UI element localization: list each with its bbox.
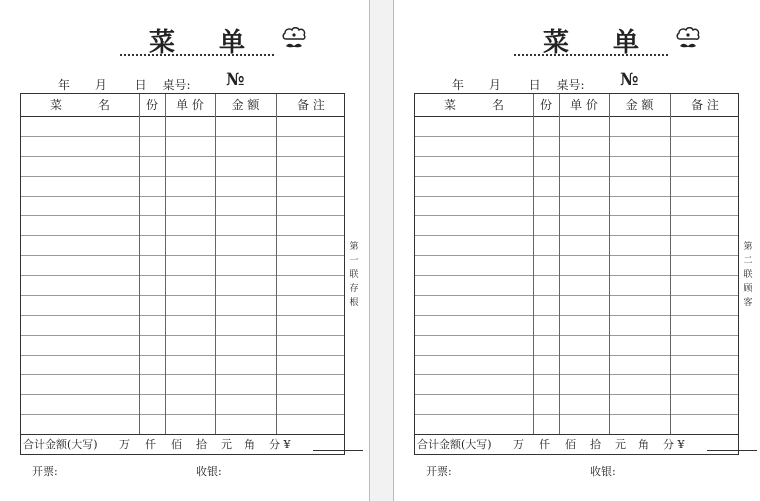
- title-char: 菜: [148, 28, 175, 58]
- col-header-dish: 菜 名: [49, 98, 110, 112]
- year-label: 年: [58, 78, 71, 92]
- column-divider: [533, 94, 534, 434]
- total-row-divider: [21, 434, 344, 435]
- unit-fen-yen: 分 ¥: [663, 438, 685, 451]
- col-header-portion: 份: [539, 98, 552, 112]
- chef-hat-mustache-icon: [282, 27, 306, 53]
- row-line: [21, 335, 344, 336]
- col-header-unit-price: 单 价: [570, 98, 598, 112]
- row-line: [21, 374, 344, 375]
- total-amount-blank[interactable]: [707, 450, 757, 451]
- row-line: [21, 196, 344, 197]
- row-line: [415, 176, 738, 177]
- row-line: [21, 215, 344, 216]
- row-line: [21, 235, 344, 236]
- date-and-table-line: [58, 76, 191, 93]
- unit-yuan: 元: [615, 438, 626, 451]
- title-char: 菜: [542, 28, 569, 58]
- unit-bai: 佰: [565, 438, 576, 451]
- copy-label-char: 根: [349, 298, 359, 308]
- row-line: [21, 295, 344, 296]
- row-line: [21, 315, 344, 316]
- row-line: [415, 215, 738, 216]
- copy-label: [348, 240, 360, 310]
- copy-label-char: 一: [349, 256, 359, 266]
- copy-label-char: 联: [349, 270, 359, 280]
- day-label: 日: [134, 78, 147, 92]
- day-label: 日: [528, 78, 541, 92]
- column-divider: [559, 94, 560, 434]
- row-line: [21, 275, 344, 276]
- copy-label-char: 第: [349, 242, 359, 252]
- chef-hat-mustache-icon: [676, 27, 700, 53]
- row-line: [415, 196, 738, 197]
- row-line: [415, 136, 738, 137]
- unit-shi: 拾: [590, 438, 601, 451]
- date-and-table-line: [452, 76, 585, 93]
- copy-label: [742, 240, 754, 310]
- title-char: 单: [219, 28, 246, 58]
- row-line: [415, 394, 738, 395]
- unit-yuan: 元: [221, 438, 232, 451]
- row-line: [415, 295, 738, 296]
- row-line: [415, 255, 738, 256]
- receipt-number-symbol: №: [620, 70, 639, 90]
- copy-label-char: 联: [743, 270, 753, 280]
- col-header-remarks: 备 注: [691, 98, 719, 112]
- row-line: [21, 355, 344, 356]
- copy-label-char: 二: [743, 256, 753, 266]
- column-divider: [609, 94, 610, 434]
- row-line: [415, 275, 738, 276]
- title-underline: [120, 54, 274, 56]
- cashier-label: 收银:: [196, 465, 222, 478]
- issuer-label: 开票:: [32, 465, 58, 478]
- unit-qian: 仟: [145, 438, 156, 451]
- unit-qian: 仟: [539, 438, 550, 451]
- row-line: [415, 414, 738, 415]
- column-divider: [276, 94, 277, 434]
- month-label: 月: [488, 78, 501, 92]
- order-table: [414, 93, 739, 455]
- receipt-sheet-customer: [393, 0, 760, 501]
- row-line: [21, 156, 344, 157]
- receipt-sheet-stub: [0, 0, 370, 501]
- row-line: [21, 255, 344, 256]
- cashier-label: 收银:: [590, 465, 616, 478]
- copy-label-char: 第: [743, 242, 753, 252]
- col-header-amount: 金 额: [231, 98, 260, 112]
- row-line: [21, 394, 344, 395]
- col-header-remarks: 备 注: [297, 98, 325, 112]
- row-line: [415, 374, 738, 375]
- unit-jiao: 角: [638, 438, 649, 451]
- row-line: [21, 176, 344, 177]
- table-number-label: 桌号:: [556, 78, 585, 92]
- title-underline: [514, 54, 668, 56]
- copy-label-char: 客: [743, 298, 753, 308]
- unit-wan: 万: [513, 438, 524, 451]
- unit-bai: 佰: [171, 438, 182, 451]
- receipt-number-symbol: №: [226, 70, 245, 90]
- total-amount-label: 合计金额(大写): [23, 438, 98, 451]
- unit-shi: 拾: [196, 438, 207, 451]
- col-header-unit-price: 单 价: [176, 98, 204, 112]
- row-line: [415, 335, 738, 336]
- row-line: [21, 136, 344, 137]
- copy-label-char: 存: [349, 284, 359, 294]
- header-divider: [415, 116, 738, 117]
- column-divider: [165, 94, 166, 434]
- column-divider: [215, 94, 216, 434]
- column-divider: [139, 94, 140, 434]
- issuer-label: 开票:: [426, 465, 452, 478]
- title-char: 单: [613, 28, 640, 58]
- row-line: [415, 315, 738, 316]
- year-label: 年: [452, 78, 465, 92]
- total-amount-blank[interactable]: [313, 450, 363, 451]
- row-line: [415, 355, 738, 356]
- month-label: 月: [94, 78, 107, 92]
- order-table: [20, 93, 345, 455]
- row-line: [415, 235, 738, 236]
- col-header-portion: 份: [145, 98, 158, 112]
- table-number-label: 桌号:: [162, 78, 191, 92]
- row-line: [415, 156, 738, 157]
- total-row-divider: [415, 434, 738, 435]
- header-divider: [21, 116, 344, 117]
- column-divider: [670, 94, 671, 434]
- copy-label-char: 顾: [743, 284, 753, 294]
- total-amount-label: 合计金额(大写): [417, 438, 492, 451]
- unit-jiao: 角: [244, 438, 255, 451]
- unit-fen-yen: 分 ¥: [269, 438, 291, 451]
- unit-wan: 万: [119, 438, 130, 451]
- col-header-amount: 金 额: [625, 98, 654, 112]
- row-line: [21, 414, 344, 415]
- col-header-dish: 菜 名: [443, 98, 504, 112]
